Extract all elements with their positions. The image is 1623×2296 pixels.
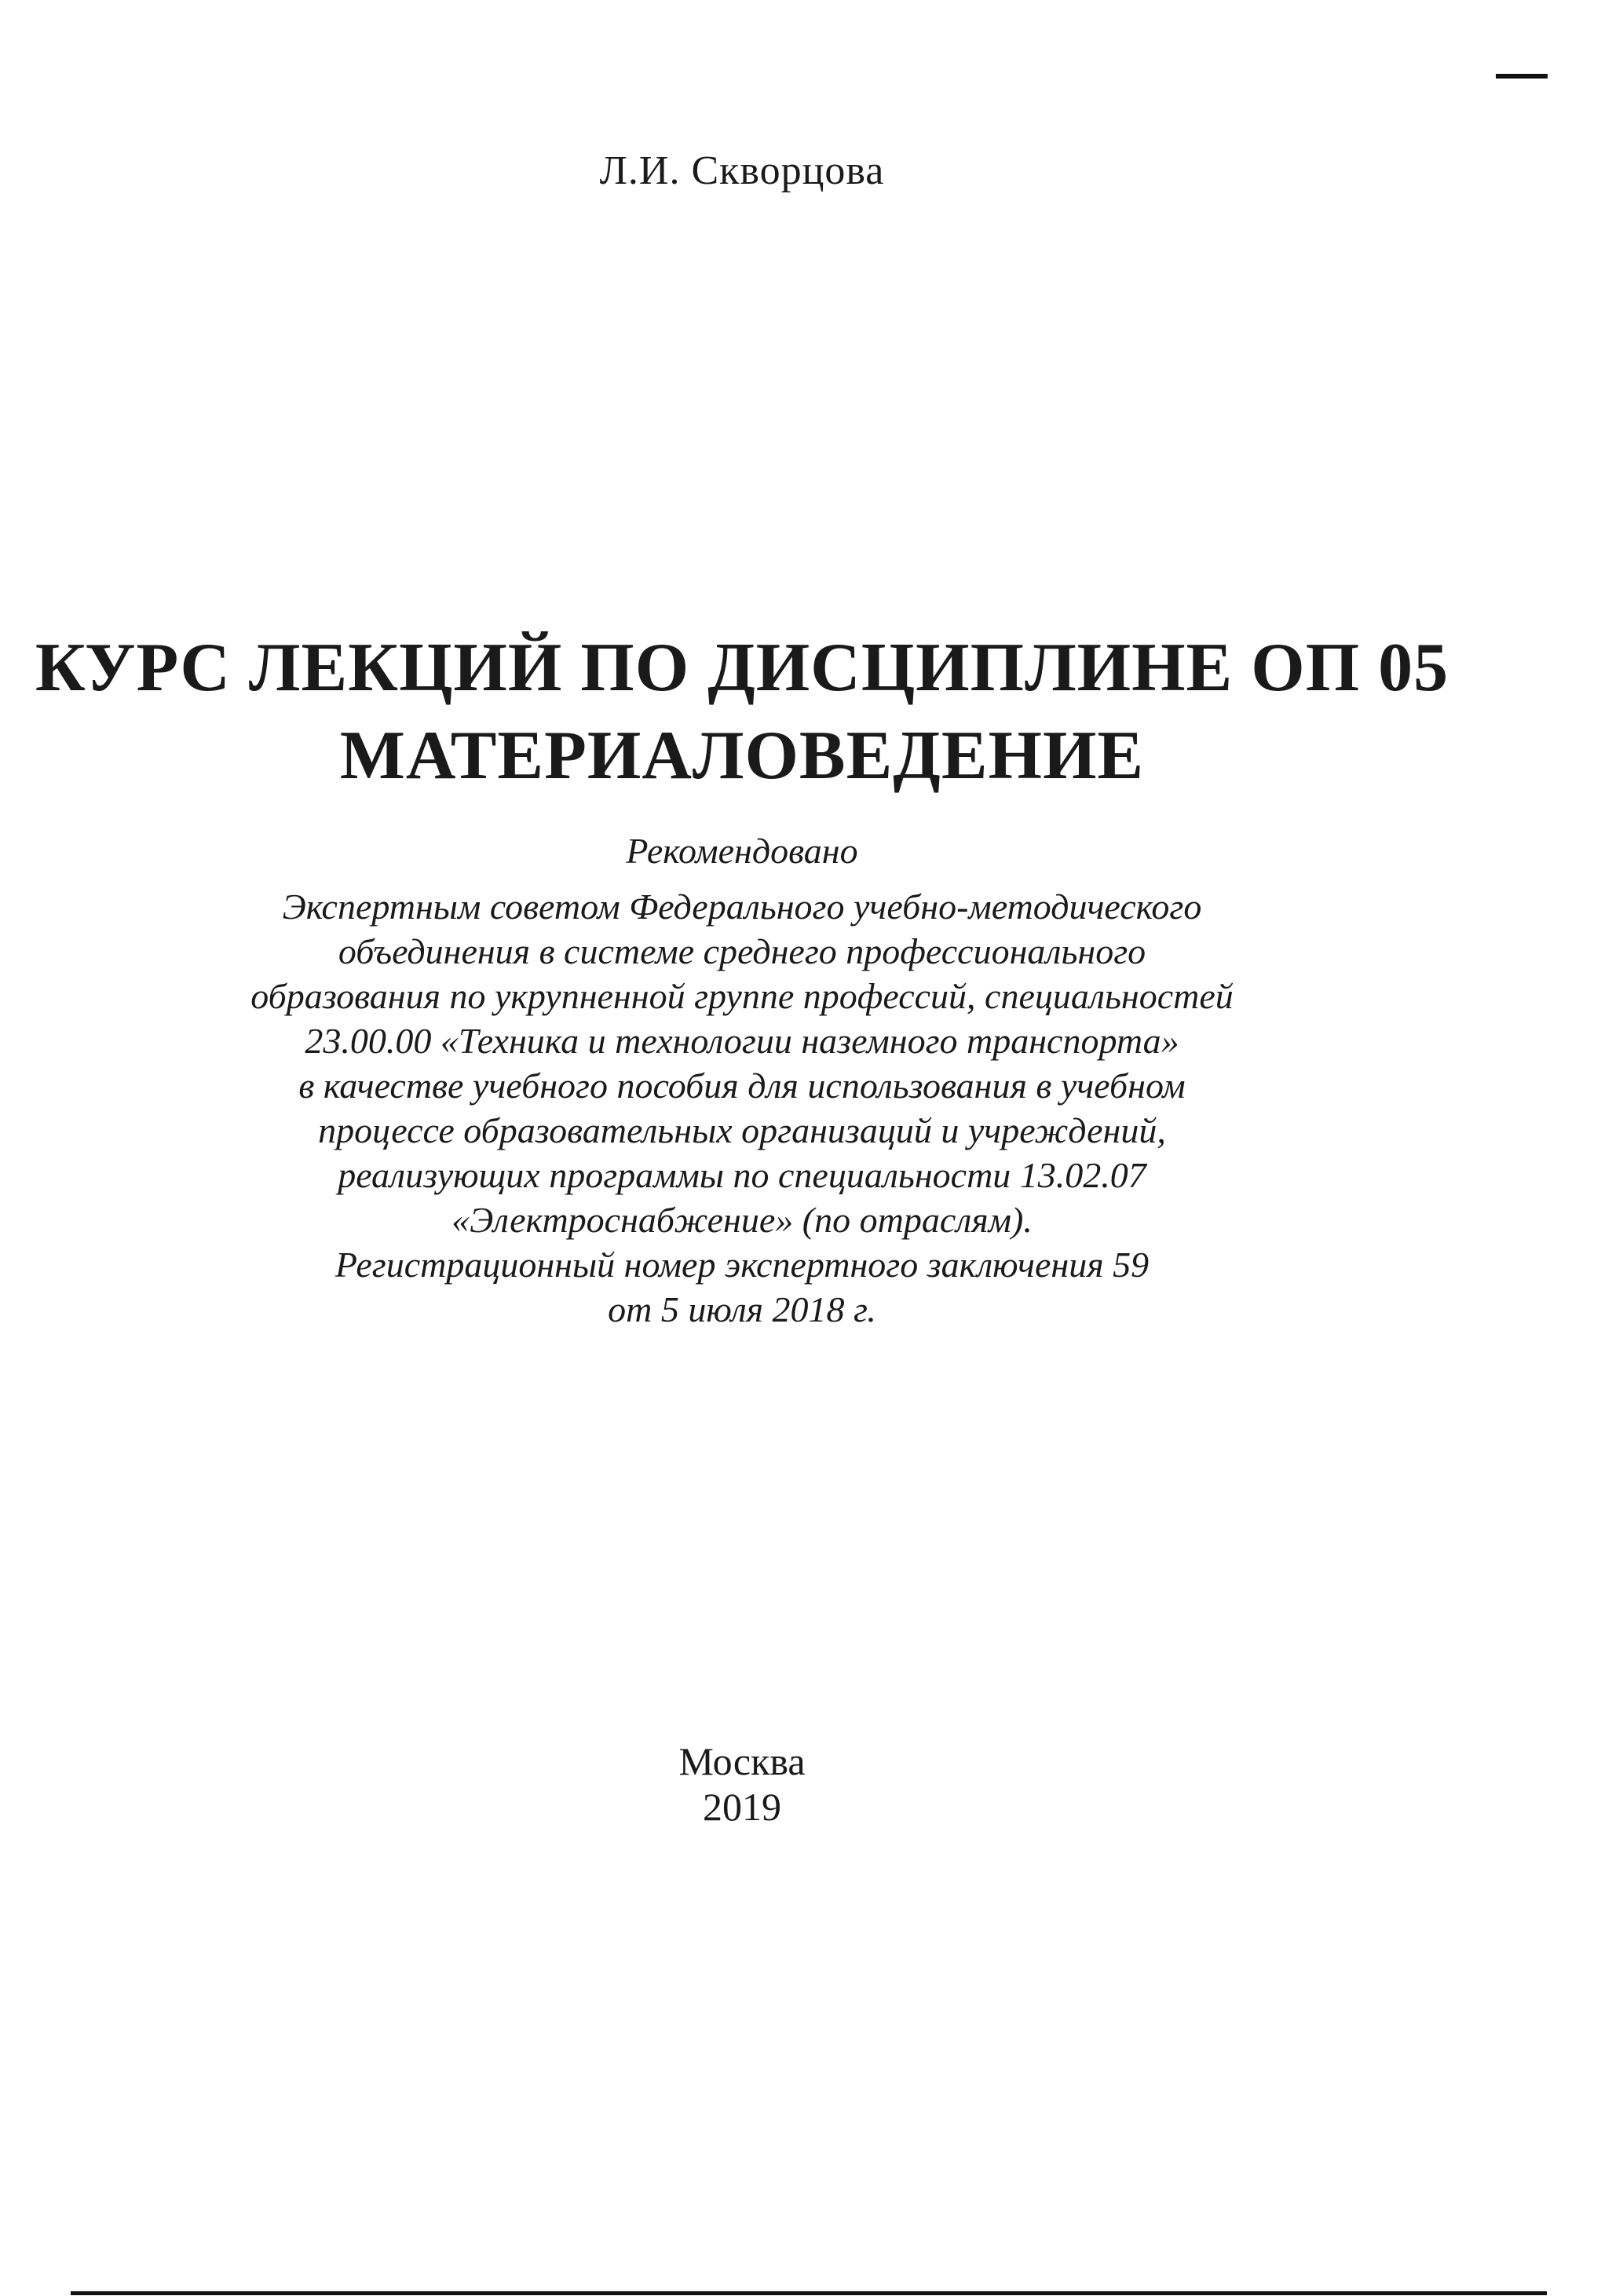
recommendation-line: объединения в системе среднего профессионального: [338, 931, 1146, 971]
book-title-line-2: МАТЕРИАЛОВЕДЕНИЕ: [339, 718, 1145, 794]
recommendation-line: Регистрационный номер экспертного заключения 59: [334, 1245, 1150, 1285]
recommendation-line: процессе образовательных организаций и учреждений,: [318, 1110, 1166, 1150]
recommendation-line: от 5 июля 2018 г.: [608, 1289, 876, 1329]
recommendation-line: Экспертным советом Федерального учебно-методического: [282, 887, 1202, 927]
imprint-city: Москва: [678, 1739, 806, 1783]
author-name: Л.И. Скворцова: [599, 148, 885, 193]
book-title: [0, 624, 1484, 800]
bottom-rule-line: [71, 2291, 1547, 2295]
recommendation-line: «Электроснабжение» (по отраслям).: [451, 1200, 1033, 1240]
recommendation-line: в качестве учебного пособия для использования в учебном: [298, 1066, 1186, 1106]
recommendation-heading: Рекомендовано: [626, 831, 858, 871]
imprint: [0, 1738, 1484, 1830]
top-right-dash-mark: [1496, 74, 1548, 79]
imprint-year: 2019: [703, 1785, 781, 1829]
recommendation-line: 23.00.00 «Техника и технологии наземного транспорта»: [305, 1021, 1179, 1061]
recommendation-line: реализующих программы по специальности 13.02.07: [338, 1155, 1146, 1195]
book-title-line-1: КУРС ЛЕКЦИЙ ПО ДИСЦИПЛИНЕ ОП 05: [35, 630, 1449, 706]
recommendation-text: [0, 884, 1484, 1332]
recommendation-line: образования по укрупненной группе профессий, специальностей: [250, 976, 1234, 1016]
